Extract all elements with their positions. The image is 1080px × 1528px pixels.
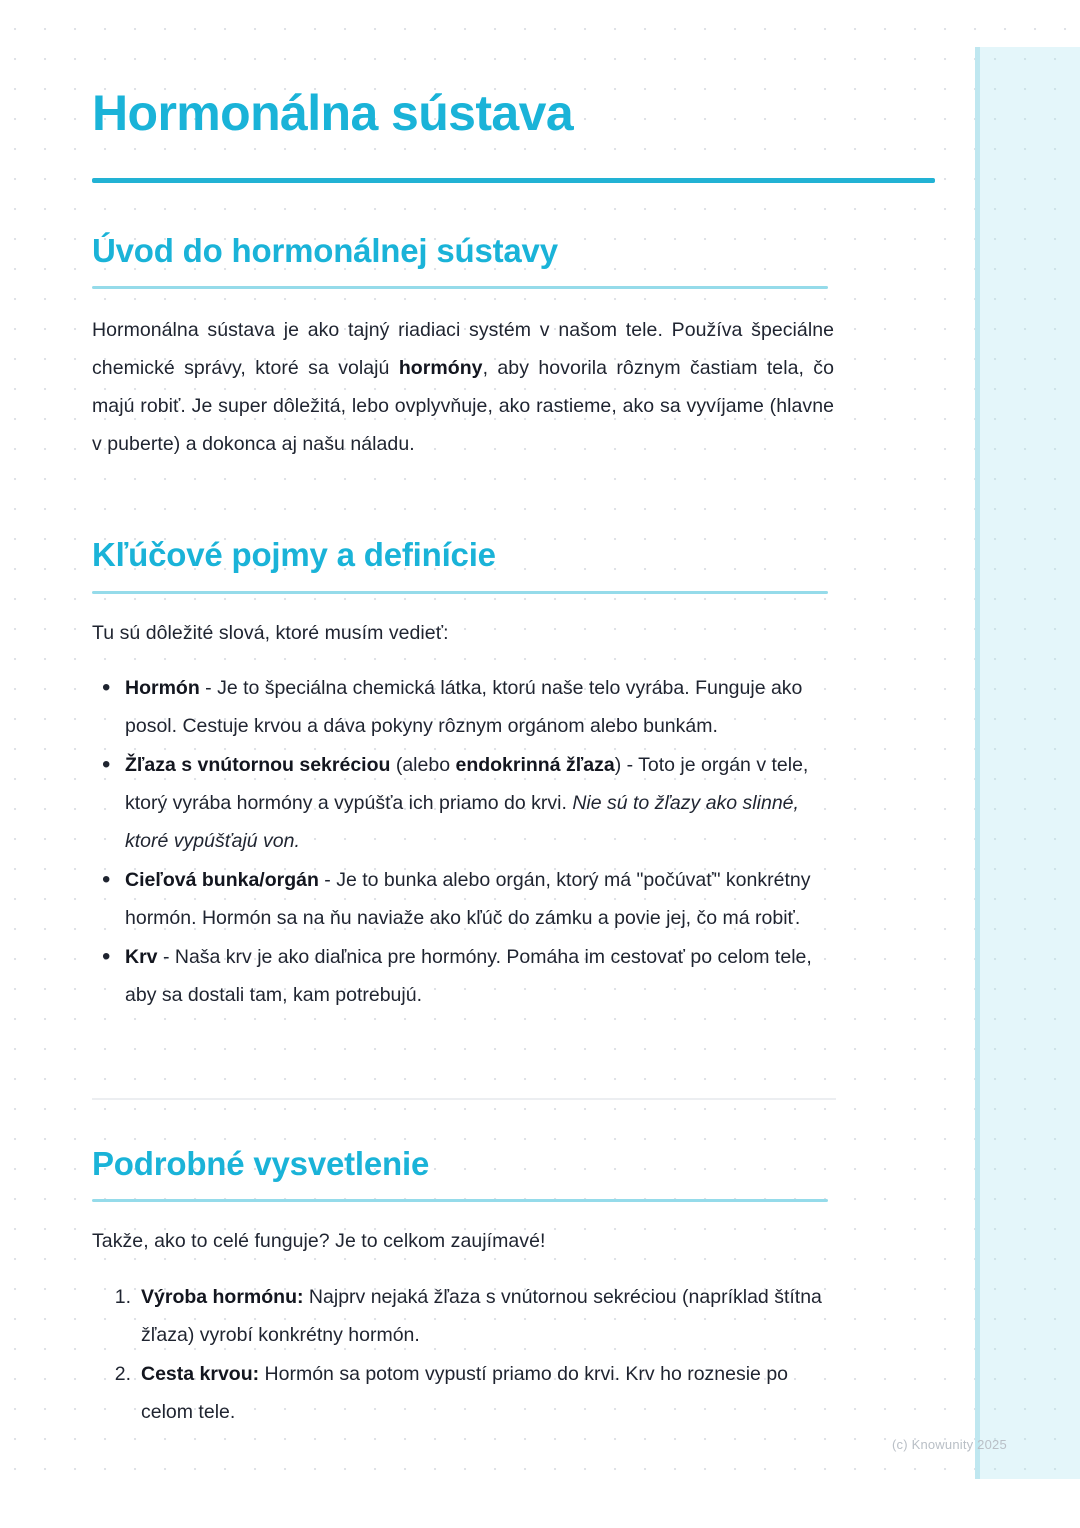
intro-text-bold-hormony: hormóny: [398, 357, 483, 379]
list-item: [92, 669, 836, 745]
term-text-zlaza-2: ) - Toto je orgán v tele, ktorý vyrába hormóny a vypúšťa ich priamo do krvi.: [125, 754, 809, 814]
list-item: [92, 746, 836, 860]
intro-text-part-1: Hormonálna sústava je ako tajný riadiaci systém v našom tele. Používa špeciálne chemické správy, ktoré sa volajú: [92, 319, 834, 379]
list-item: [92, 938, 836, 1014]
title-underline-rule: [92, 178, 935, 183]
term-text-cielova-bunka: - Je to bunka alebo orgán, ktorý má "počúvať" konkrétny hormón. Hormón sa na ňu naviaže ako kľúč do zámku a povie jej, čo má robiť.: [125, 869, 811, 929]
intro-paragraph: [92, 311, 834, 463]
step-label-vyroba: Výroba hormónu:: [141, 1286, 304, 1308]
section-divider: [92, 1098, 836, 1100]
section-rule-pojmy: [92, 591, 828, 594]
term-text-hormon: - Je to špeciálna chemická látka, ktorú naše telo vyrába. Funguje ako posol. Cestuje krvou a dáva pokyny rôznym orgánom alebo bunkám.: [125, 677, 803, 737]
list-item: [108, 1278, 838, 1354]
copyright-watermark: (c) Knowunity 2025: [892, 1437, 1007, 1452]
bullet-marker: •: [102, 866, 111, 893]
section-heading-pojmy: Kľúčové pojmy a definície: [92, 536, 496, 573]
list-item: [92, 861, 836, 937]
term-text-zlaza-1: (alebo: [390, 754, 456, 776]
bullet-marker: •: [102, 674, 111, 701]
term-label-krv: Krv: [125, 946, 158, 968]
section-rule-podrobne: [92, 1199, 828, 1202]
podrobne-intro-line: Takže, ako to celé funguje? Je to celkom zaujímavé!: [92, 1230, 546, 1252]
step-text-cesta: Hormón sa potom vypustí priamo do krvi. Krv ho roznesie po celom tele.: [141, 1363, 789, 1423]
bullet-marker: •: [102, 751, 111, 778]
step-label-cesta: Cesta krvou:: [141, 1363, 260, 1385]
step-number: 1.: [114, 1286, 131, 1308]
term-text-krv: - Naša krv je ako diaľnica pre hormóny. Pomáha im cestovať po celom tele, aby sa dostali tam, kam potrebujú.: [125, 946, 812, 1006]
section-heading-podrobne: Podrobné vysvetlenie: [92, 1145, 430, 1182]
list-item: [108, 1355, 838, 1431]
page-title: Hormonálna sústava: [92, 85, 574, 141]
section-heading-uvod: Úvod do hormonálnej sústavy: [92, 232, 558, 269]
bullet-marker: •: [102, 943, 111, 970]
step-text-vyroba: Najprv nejaká žľaza s vnútornou sekréciou (napríklad štítna žľaza) vyrobí konkrétny hormón.: [141, 1286, 822, 1346]
page-bottom-margin: [0, 1481, 1080, 1528]
intro-text-part-3: , aby hovorila rôznym častiam tela, čo majú robiť. Je super dôležitá, lebo ovplyvňuje, ako rastieme, ako sa vyvíjame (hlavne v puberte) a dokonca aj našu náladu.: [92, 357, 834, 455]
term-label-zlaza: Žľaza s vnútornou sekréciou: [125, 754, 391, 776]
section-rule-uvod: [92, 286, 828, 289]
key-terms-list: [92, 669, 836, 1015]
term-label-endokrinna: endokrinná žľaza: [455, 754, 615, 776]
step-number: 2.: [114, 1363, 131, 1385]
term-text-zlaza-italic: Nie sú to žľazy ako slinné, ktoré vypúšťajú von.: [125, 792, 799, 852]
pojmy-intro-line: Tu sú dôležité slová, ktoré musím vedieť:: [92, 622, 449, 644]
term-label-cielova-bunka: Cieľová bunka/orgán: [125, 869, 319, 891]
steps-list: [108, 1278, 838, 1432]
term-label-hormon: Hormón: [125, 677, 200, 699]
